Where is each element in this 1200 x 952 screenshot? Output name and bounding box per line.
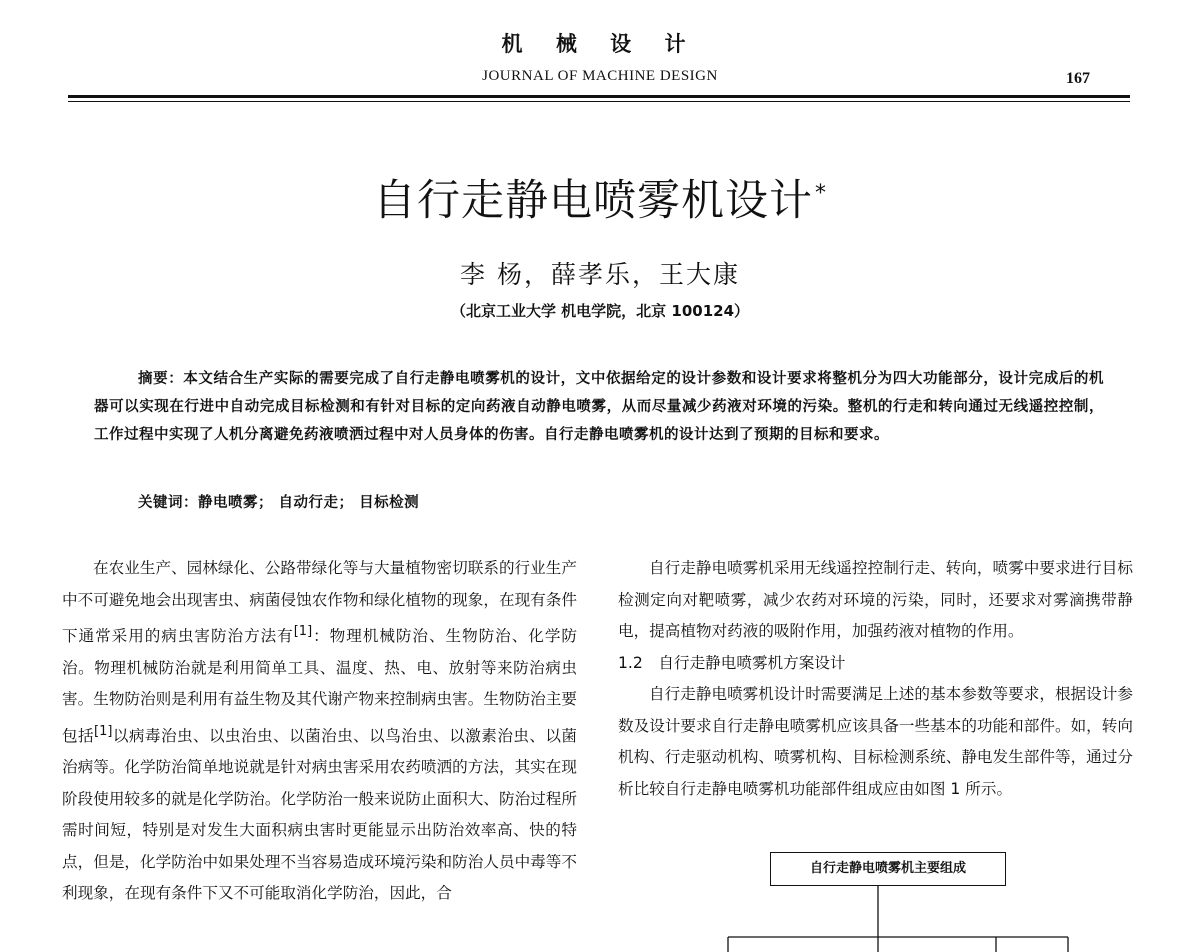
figure-1-diagram xyxy=(722,852,1082,952)
keywords-label: 关键词： xyxy=(138,495,198,511)
citation-ref[interactable]: [1] xyxy=(94,723,113,739)
intro-text-part-1: 在农业生产、园林绿化、公路带绿化等与大量植物密切联系的行业生产中不可避免地会出现害虫、病菌侵蚀农作物和绿化植物的现象，在现有条件下通常采用的病虫害防治方法有 xyxy=(62,559,577,646)
header-rule-thin xyxy=(68,101,1130,102)
body-paragraph: 自行走静电喷雾机采用无线遥控控制行走、转向，喷雾中要求进行目标检测定向对靶喷雾，减少农药对环境的污染，同时，还要求对雾滴携带静电，提高植物对药液的吸附作用，加强药液对植物的作用。 xyxy=(618,559,1133,640)
article-authors: 李 杨，薛孝乐，王大康 xyxy=(460,260,740,289)
intro-text-part-3: 以病毒治虫、以虫治虫、以菌治虫、以鸟治虫、以激素治虫、以菌治病等。化学防治简单地说就是针对病虫害采用农药喷洒的方法，其实在现阶段使用较多的就是化学防治。化学防治一般来说防止面积大、防治过程所需时间短，特别是对发生大面积病虫害时更能显示出防治效率高、快的特点，但是，化学防治中如果处理不当容易造成环境污染和防治人员中毒等不利现象，在现有条件下又不可能取消化学防治，因此，合 xyxy=(62,726,577,903)
intro-paragraph xyxy=(62,553,577,910)
header-rule-thick xyxy=(68,95,1130,98)
body-column-right xyxy=(618,553,1133,805)
intro-text-part-2: ：物理机械防治、生物防治、化学防治。物理机械防治就是利用简单工具、温度、热、电、放射等来防治病虫害。生物防治则是利用有益生物及其代谢产物来控制病虫害。生物防治主要包括 xyxy=(62,627,577,745)
citation-ref[interactable]: [1] xyxy=(293,624,313,639)
article-title xyxy=(0,167,1200,228)
body-paragraph: 自行走静电喷雾机设计时需要满足上述的基本参数等要求，根据设计参数及设计要求自行走静电喷雾机应该具备一些基本的功能和部件。如，转向机构、行走驱动机构、喷雾机构、目标检测系统、静电发生部件等，通过分析比较自行走静电喷雾机功能部件组成应由如图 1 所示。 xyxy=(618,685,1133,798)
journal-name-chinese: 机 械 设 计 xyxy=(501,32,699,56)
author-affiliation: （北京工业大学 机电学院，北京 100124） xyxy=(450,302,750,320)
article-title-text: 自行走静电喷雾机设计 xyxy=(373,176,813,226)
body-column-left xyxy=(62,553,577,910)
figure-root-box: 自行走静电喷雾机主要组成 xyxy=(770,852,1006,886)
abstract-text: 本文结合生产实际的需要完成了自行走静电喷雾机的设计，文中依据给定的设计参数和设计要求将整机分为四大功能部分，设计完成后的机器可以实现在行进中自动完成目标检测和有针对目标的定向药液自动静电喷雾，从而尽量减少药液对环境的污染。整机的行走和转向通过无线遥控控制，工作过程中实现了人机分离避免药液喷洒过程中对人员身体的伤害。自行走静电喷雾机的设计达到了预期的目标和要求。 xyxy=(94,371,1105,443)
title-footnote-mark: * xyxy=(815,180,827,206)
keywords-text: 静电喷雾； 自动行走； 目标检测 xyxy=(198,495,420,511)
abstract-label: 摘要： xyxy=(138,371,184,387)
page-number: 167 xyxy=(1066,70,1090,87)
section-heading: 1.2 自行走静电喷雾机方案设计 xyxy=(618,653,846,672)
journal-name-english: JOURNAL OF MACHINE DESIGN xyxy=(482,68,718,84)
abstract xyxy=(94,365,1104,449)
keywords xyxy=(138,491,419,512)
